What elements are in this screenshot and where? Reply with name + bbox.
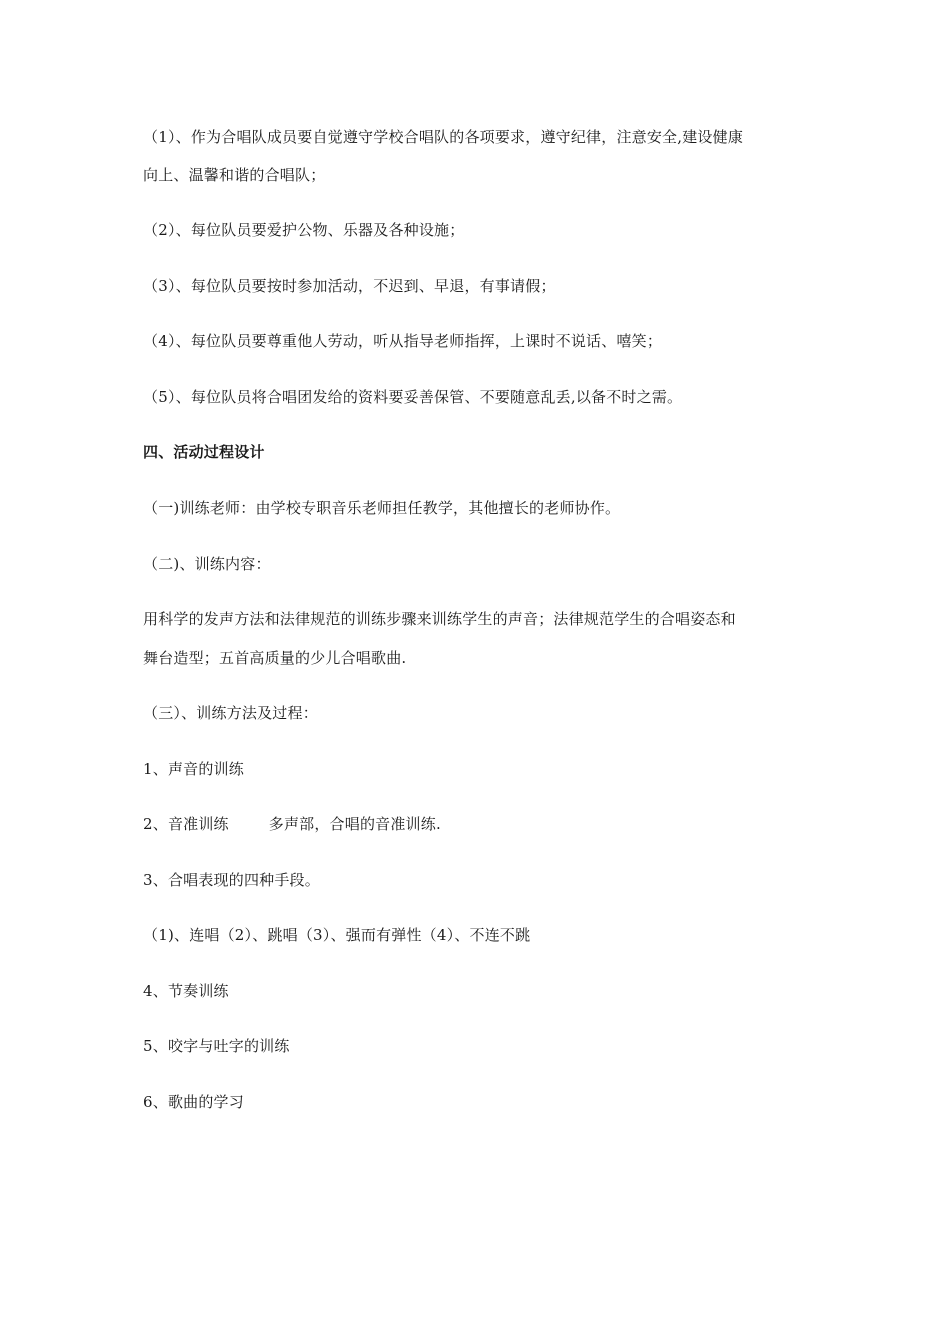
rule-3: （3）、每位队员要按时参加活动，不迟到、早退，有事请假； (143, 277, 556, 295)
method-heading: （三）、训练方法及过程： (143, 704, 318, 722)
rule-1-line-1: （1）、作为合唱队成员要自觉遵守学校合唱队的各项要求，遵守纪律，注意安全,建设健康 (143, 128, 744, 146)
content-body-line-1: 用科学的发声方法和法律规范的训练步骤来训练学生的声音；法律规范学生的合唱姿态和 (143, 610, 736, 628)
item-2 (143, 814, 823, 834)
item-1: 1、声音的训练 (143, 760, 244, 778)
rule-2: （2）、每位队员要爱护公物、乐器及各种设施； (143, 221, 465, 239)
item-2-detail: 多声部，合唱的音准训练. (268, 815, 441, 833)
rule-5: （5）、每位队员将合唱团发给的资料要妥善保管、不要随意乱丢,以备不时之需。 (143, 388, 683, 406)
teacher-paragraph: （一)训练老师：由学校专职音乐老师担任教学，其他擅长的老师协作。 (143, 499, 621, 517)
item-3: 3、合唱表现的四种手段。 (143, 871, 320, 889)
section-heading: 四、活动过程设计 (143, 443, 265, 461)
item-3-subitems: （1)、连唱（2）、跳唱（3）、强而有弹性（4）、不连不跳 (143, 926, 531, 944)
content-heading: （二)、训练内容： (143, 555, 271, 573)
item-6: 6、歌曲的学习 (143, 1093, 244, 1111)
item-2-label: 2、音准训练 (143, 815, 229, 833)
rule-4: （4）、每位队员要尊重他人劳动，听从指导老师指挥，上课时不说话、嘻笑； (143, 332, 663, 350)
content-body-line-2: 舞台造型；五首高质量的少儿合唱歌曲. (143, 649, 407, 667)
item-5: 5、咬字与吐字的训练 (143, 1037, 290, 1055)
rule-1-line-2: 向上、温馨和谐的合唱队； (143, 166, 326, 184)
item-4: 4、节奏训练 (143, 982, 229, 1000)
